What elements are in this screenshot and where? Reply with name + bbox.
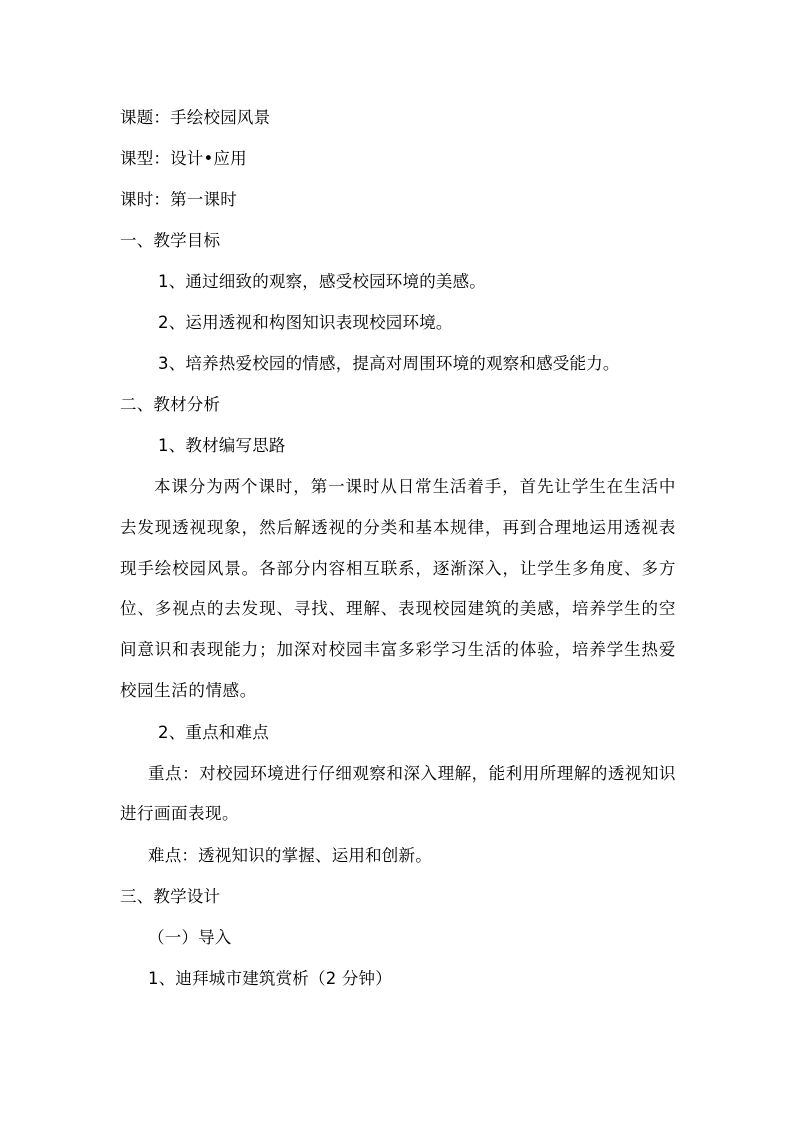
design-heading: 三、教学设计 xyxy=(120,887,221,906)
analysis-subheading-2: 2、重点和难点 xyxy=(158,723,269,742)
goal-item-3: 3、培养热爱校园的情感，提高对周围环境的观察和感受能力。 xyxy=(158,354,620,373)
key-points-paragraph: 重点：对校园环境进行仔细观察和深入理解，能利用所理解的透视知识进行画面表现。 xyxy=(120,764,676,823)
analysis-paragraph: 本课分为两个课时，第一课时从日常生活着手，首先让学生在生活中去发现透视现象，然后解透视的分类和基本规律，再到合理地运用透视表现手绘校园风景。各部分内容相互联系，逐渐深入，让学生多角度、多方位、多视点的去发现、寻找、理解、表现校园建筑的美感，培养学生的空间意识和表现能力；加深对校园丰富多彩学习生活的体验，培养学生热爱校园生活的情感。 xyxy=(120,477,676,700)
goal-item-1: 1、通过细致的观察，感受校园环境的美感。 xyxy=(158,272,486,291)
difficulties-line: 难点：透视知识的掌握、运用和创新。 xyxy=(148,846,432,865)
analysis-heading: 二、教材分析 xyxy=(120,395,221,414)
goal-item-2: 2、运用透视和构图知识表现校园环境。 xyxy=(158,313,453,332)
goals-heading: 一、教学目标 xyxy=(120,231,221,250)
lesson-period: 课时：第一课时 xyxy=(120,190,237,209)
design-item-1: 1、迪拜城市建筑赏析（2 分钟） xyxy=(148,969,392,988)
analysis-subheading-1: 1、教材编写思路 xyxy=(158,436,286,455)
lesson-title: 课题：手绘校园风景 xyxy=(120,108,271,127)
lesson-type: 课型：设计•应用 xyxy=(120,149,247,168)
design-intro: （一）导入 xyxy=(148,928,232,947)
